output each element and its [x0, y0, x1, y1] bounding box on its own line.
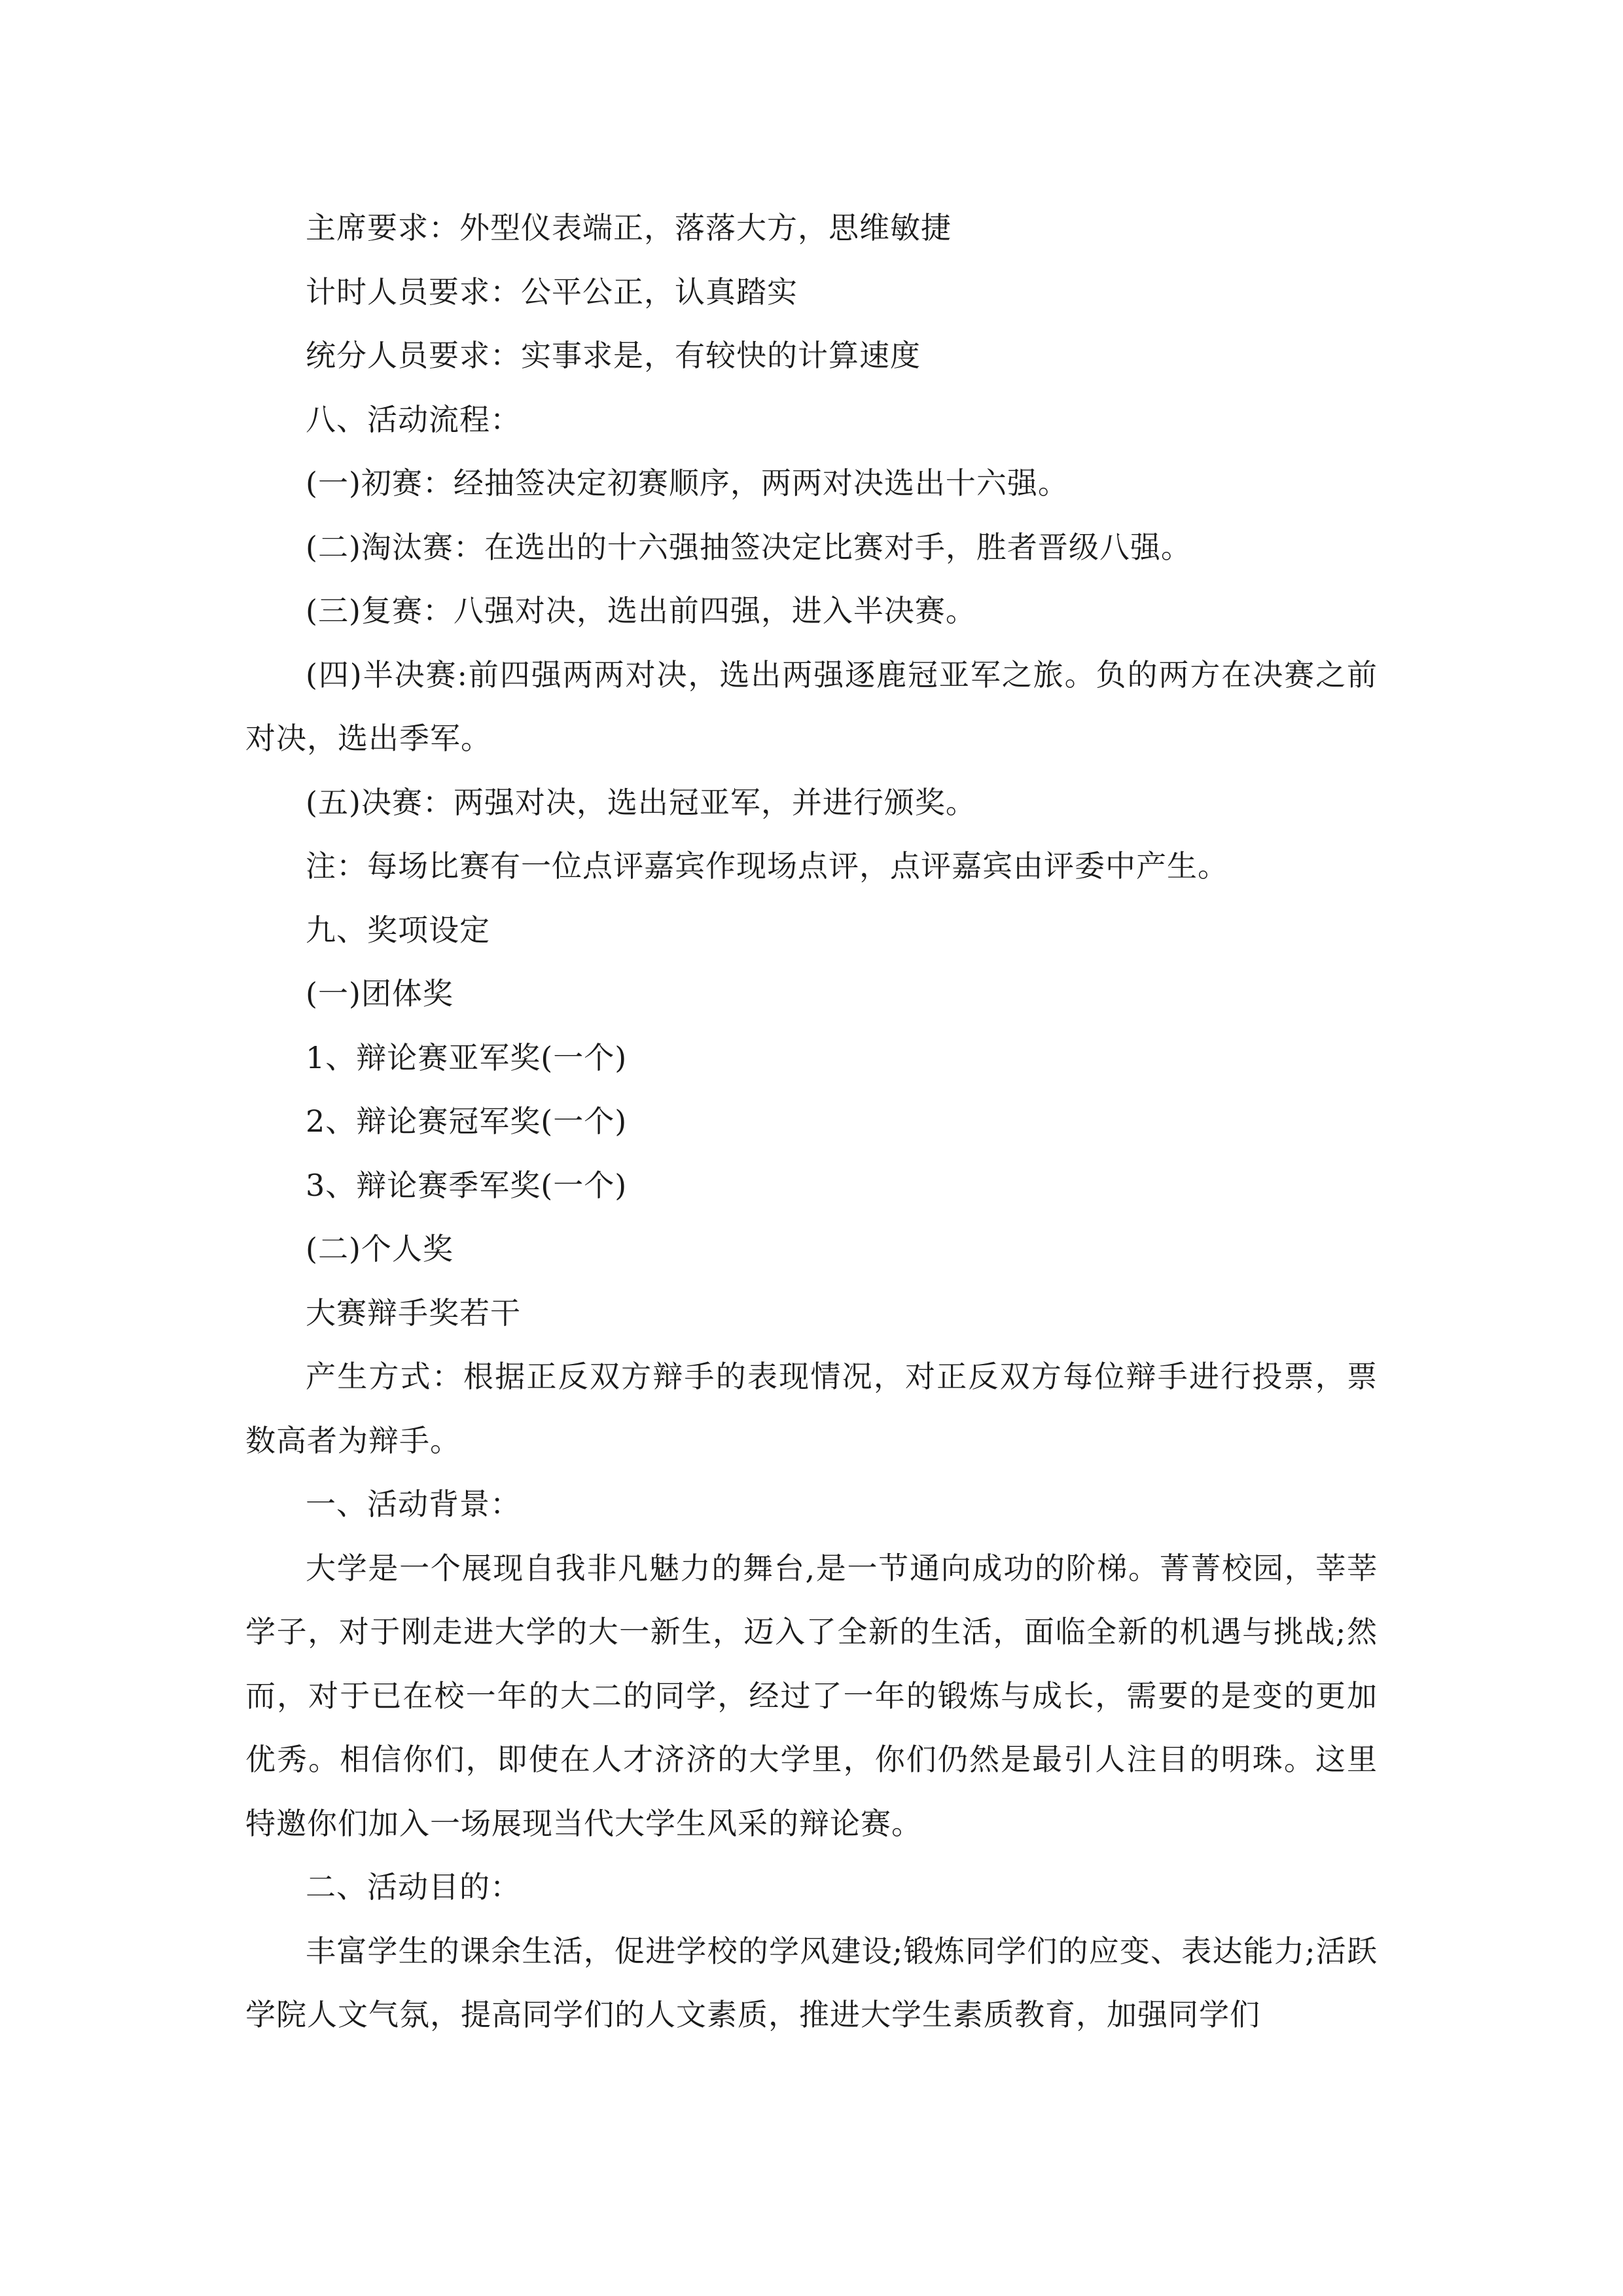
paragraph-final: (五)决赛：两强对决，选出冠亚军，并进行颁奖。 [306, 784, 976, 820]
paragraph-knockout: (二)淘汰赛：在选出的十六强抽签决定比赛对手，胜者晋级八强。 [306, 529, 1192, 565]
paragraph-debater-award: 大赛辩手奖若干 [306, 1295, 521, 1331]
paragraph-scorer-requirements: 统分人员要求：实事求是，有较快的计算速度 [306, 338, 921, 373]
paragraph-note: 注：每场比赛有一位点评嘉宾作现场点评，点评嘉宾由评委中产生。 [306, 848, 1228, 884]
heading-activity-process: 八、活动流程： [306, 401, 521, 437]
list-item: 1、辩论赛亚军奖(一个) [306, 1039, 628, 1075]
list-item: 2、辩论赛冠军奖(一个) [306, 1103, 628, 1139]
heading-awards: 九、奖项设定 [306, 912, 490, 948]
paragraph-background: 大学是一个展现自我非凡魅力的舞台,是一节通向成功的阶梯。菁菁校园，莘莘学子，对于刚走进大学的大一新生，迈入了全新的生活，面临全新的机遇与挑战;然而，对于已在校一年的大二的同学，经过了一年的锻炼与成长，需要的是变的更加优秀。相信你们，即使在人才济济的大学里，你们仍然是最引人注目的明珠。这里特邀你们加入一场展现当代大学生风采的辩论赛。 [245, 1550, 1378, 1841]
paragraph-selection-method: 产生方式：根据正反双方辩手的表现情况，对正反双方每位辩手进行投票，票数高者为辩手。 [245, 1359, 1378, 1458]
paragraph-second-round: (三)复赛：八强对决，选出前四强，进入半决赛。 [306, 593, 976, 628]
paragraph-purpose: 丰富学生的课余生活，促进学校的学风建设;锻炼同学们的应变、表达能力;活跃学院人文气氛，提高同学们的人文素质，推进大学生素质教育，加强同学们 [245, 1933, 1378, 2032]
document-body [245, 196, 1378, 2047]
heading-team-awards: (一)团体奖 [306, 976, 454, 1011]
paragraph-semifinal: (四)半决赛:前四强两两对决，选出两强逐鹿冠亚军之旅。负的两方在决赛之前对决，选出季军。 [245, 656, 1378, 756]
paragraph-chair-requirements: 主席要求：外型仪表端正，落落大方，思维敏捷 [306, 210, 952, 245]
paragraph-timekeeper-requirements: 计时人员要求：公平公正，认真踏实 [306, 274, 798, 310]
list-item: 3、辩论赛季军奖(一个) [306, 1167, 628, 1203]
heading-background: 一、活动背景： [306, 1486, 521, 1522]
heading-purpose: 二、活动目的： [306, 1869, 521, 1905]
heading-individual-awards: (二)个人奖 [306, 1231, 454, 1266]
paragraph-preliminary: (一)初赛：经抽签决定初赛顺序，两两对决选出十六强。 [306, 465, 1069, 501]
